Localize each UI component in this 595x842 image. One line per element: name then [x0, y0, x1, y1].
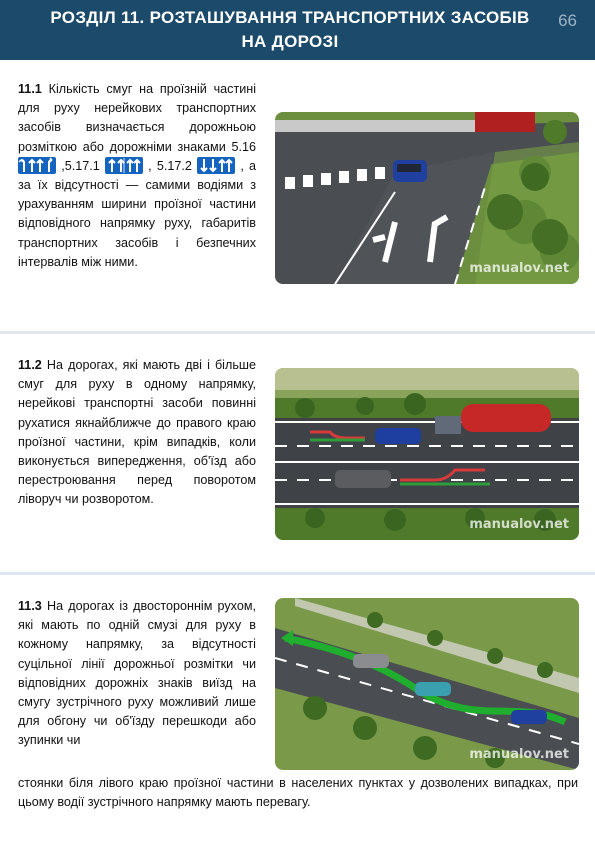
- paragraph-text: На дорогах, які мають дві і більше смуг для руху в одному напрямку, нерейкові транспортні засоби повинні рухатися якнайближче до правого краю проїзної частини, крім випадків, коли виконується випередження, об'їзд або перестроювання перед поворотом ліворуч чи розворотом.: [18, 358, 256, 507]
- illustration-11-2: [275, 368, 579, 540]
- section-number: 11.2: [18, 358, 42, 372]
- paragraph-text: ,: [148, 158, 152, 173]
- illustration-11-3: [275, 598, 579, 770]
- section-11-3-continuation: стоянки біля лівого краю проїзної частини в населених пунктах у дозволених випадках, при цьому водії зустрічного напрямку мають перевагу.: [18, 776, 578, 810]
- paragraph-text: 5.17.2: [156, 158, 192, 173]
- paragraph-text: , а за їх відсутності — самими водіями з урахуванням ширини проїзної частини відповідного напрямку руху, габаритів транспортних засобів і безпечних інтервалів між ними.: [18, 158, 257, 269]
- page-title: РОЗДІЛ 11. РОЗТАШУВАННЯ ТРАНСПОРТНИХ ЗАСОБІВ НА ДОРОЗІ: [50, 8, 530, 51]
- watermark: manualov.net: [469, 261, 569, 276]
- illustration-11-1: [275, 112, 579, 284]
- section-11-3-text: [18, 597, 256, 751]
- page-number: 66: [558, 11, 577, 30]
- sign-5-16-icon: [18, 157, 56, 174]
- section-divider: [0, 331, 595, 334]
- page-header: [0, 0, 595, 60]
- paragraph-text: ,5.17.1: [61, 158, 100, 173]
- paragraph-text: На дорогах із двостороннім рухом, які мають по одній смузі для руху в кожному напрямку, за відсутності суцільної лінії дорожньої розмітки чи відповідних дорожніх знаків виїзд на смугу зустрічного руху можливий лише для обгону чи об'їзду перешкоди або зупинки чи: [18, 599, 256, 748]
- watermark: manualov.net: [469, 517, 569, 532]
- sign-5-17-2-icon: [197, 157, 235, 174]
- sign-5-17-1-icon: [105, 157, 143, 174]
- section-number: 11.3: [18, 599, 42, 613]
- section-number: 11.1: [18, 82, 42, 96]
- watermark: manualov.net: [469, 747, 569, 762]
- paragraph-text: Кількість смуг на проїзній частині для руху нерейкових транспортних засобів визначається дорожньою розміткою або дорожніми знаками 5.16: [18, 82, 257, 154]
- section-11-2-text: [18, 356, 256, 510]
- section-divider: [0, 572, 595, 575]
- section-11-1-text: [18, 80, 256, 272]
